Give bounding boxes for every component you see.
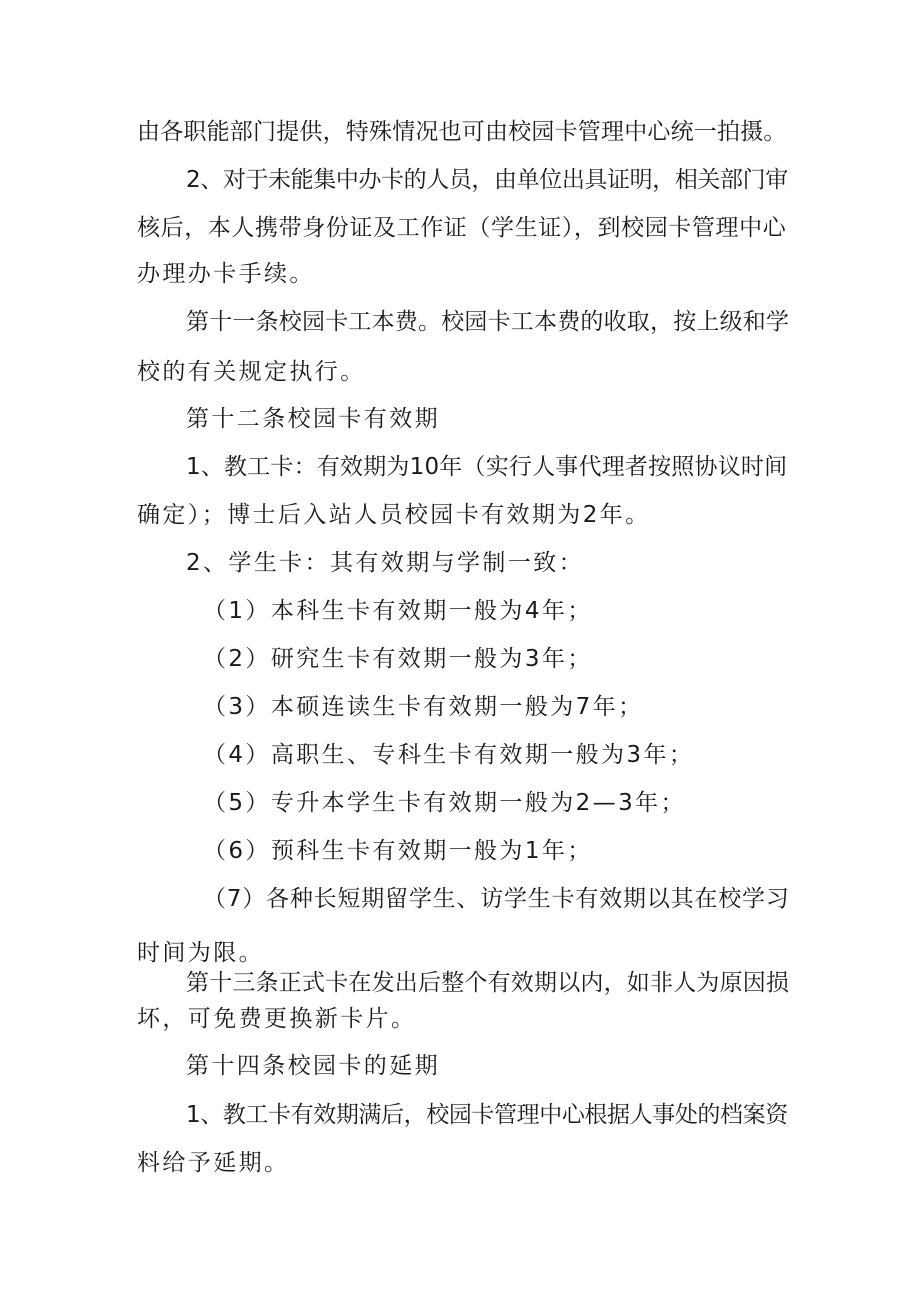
text-line: 确定）；博士后入站人员校园卡有效期为2年。 bbox=[137, 502, 651, 528]
text-line: 办理办卡手续。 bbox=[137, 261, 315, 287]
text-line: 校的有关规定执行。 bbox=[137, 359, 366, 385]
text-line: 坏，可免费更换新卡片。 bbox=[137, 1006, 417, 1032]
list-item: （1）本科生卡有效期一般为4年； bbox=[203, 598, 593, 624]
text-line: 1、教工卡：有效期为10年（实行人事代理者按照协议时间 bbox=[186, 454, 788, 480]
list-item: （3）本硕连读生卡有效期一般为7年； bbox=[203, 694, 644, 720]
text-line: 1、教工卡有效期满后，校园卡管理中心根据人事处的档案资 bbox=[186, 1102, 788, 1128]
text-line: 时间为限。 bbox=[137, 940, 264, 966]
text-line: 由各职能部门提供，特殊情况也可由校园卡管理中心统一拍摄。 bbox=[137, 119, 787, 145]
text-line: 第十三条正式卡在发出后整个有效期以内，如非人为原因损 bbox=[186, 970, 790, 996]
list-item: （7）各种长短期留学生、访学生卡有效期以其在校学习 bbox=[203, 886, 790, 912]
text-line: 第十一条校园卡工本费。校园卡工本费的收取，按上级和学 bbox=[186, 309, 790, 335]
text-line: 料给予延期。 bbox=[137, 1150, 290, 1176]
list-item: （2）研究生卡有效期一般为3年； bbox=[203, 646, 593, 672]
text-line: 2、对于未能集中办卡的人员，由单位出具证明，相关部门审 bbox=[186, 167, 788, 193]
text-line: 2、学生卡：其有效期与学制一致： bbox=[186, 550, 585, 576]
list-item: （5）专升本学生卡有效期一般为2—3年； bbox=[203, 790, 686, 816]
section-heading: 第十二条校园卡有效期 bbox=[186, 406, 440, 432]
section-heading: 第十四条校园卡的延期 bbox=[186, 1053, 440, 1079]
list-item: （6）预科生卡有效期一般为1年； bbox=[203, 838, 593, 864]
list-item: （4）高职生、专科生卡有效期一般为3年； bbox=[203, 742, 695, 768]
text-line: 核后，本人携带身份证及工作证（学生证），到校园卡管理中心 bbox=[137, 215, 787, 241]
